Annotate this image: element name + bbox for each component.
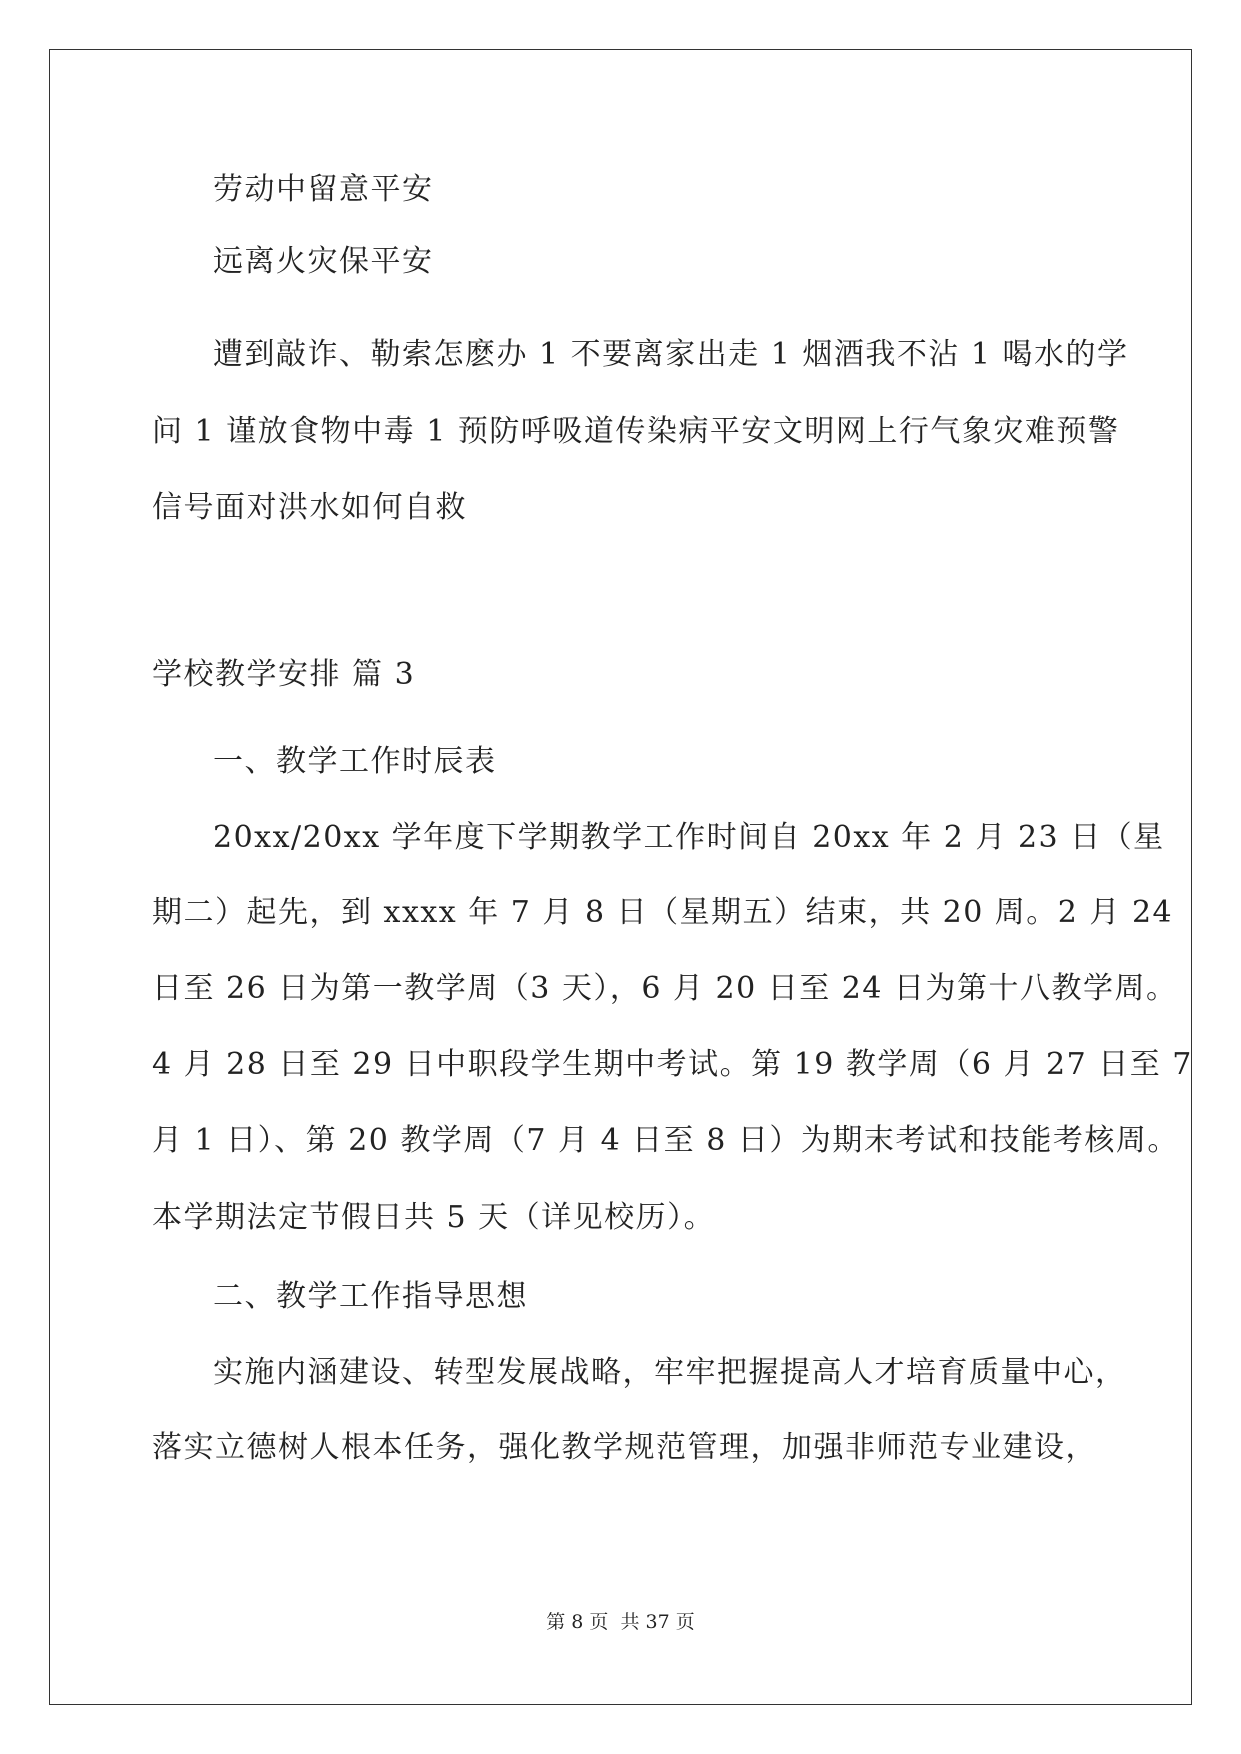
paragraph-line: 月 1 日）、第 20 教学周（7 月 4 日至 8 日）为期末考试和技能考核周。 xyxy=(152,1123,1179,1158)
paragraph-line: 日至 26 日为第一教学周（3 天），6 月 20 日至 24 日为第十八教学周。 xyxy=(152,971,1178,1006)
paragraph-line: 本学期法定节假日共 5 天（详见校历）。 xyxy=(152,1200,716,1235)
text-line: 劳动中留意平安 xyxy=(213,172,434,207)
page-total: 共 37 页 xyxy=(620,1611,695,1633)
text-line: 远离火灾保平安 xyxy=(213,244,434,279)
paragraph-line: 信号面对洪水如何自救 xyxy=(152,490,467,525)
paragraph-line: 落实立德树人根本任务，强化教学规范管理，加强非师范专业建设， xyxy=(152,1430,1097,1465)
paragraph-line: 遭到敲诈、勒索怎麽办 1 不要离家出走 1 烟酒我不沾 1 喝水的学 xyxy=(213,337,1129,372)
paragraph-line: 实施内涵建设、转型发展战略，牢牢把握提高人才培育质量中心， xyxy=(213,1355,1127,1390)
page-footer xyxy=(0,1610,1241,1634)
paragraph-line: 问 1 谨放食物中毒 1 预防呼吸道传染病平安文明网上行气象灾难预警 xyxy=(152,414,1120,449)
subheading: 一、教学工作时辰表 xyxy=(213,744,497,779)
paragraph-line: 4 月 28 日至 29 日中职段学生期中考试。第 19 教学周（6 月 27 日至 7 xyxy=(152,1047,1193,1082)
paragraph-line: 20xx/20xx 学年度下学期教学工作时间自 20xx 年 2 月 23 日（星 xyxy=(213,820,1165,855)
page-number: 第 8 页 xyxy=(546,1611,609,1633)
subheading: 二、教学工作指导思想 xyxy=(213,1279,528,1314)
section-heading: 学校教学安排 篇 3 xyxy=(152,657,416,692)
paragraph-line: 期二）起先，到 xxxx 年 7 月 8 日（星期五）结束，共 20 周。2 月 24 xyxy=(152,895,1174,930)
